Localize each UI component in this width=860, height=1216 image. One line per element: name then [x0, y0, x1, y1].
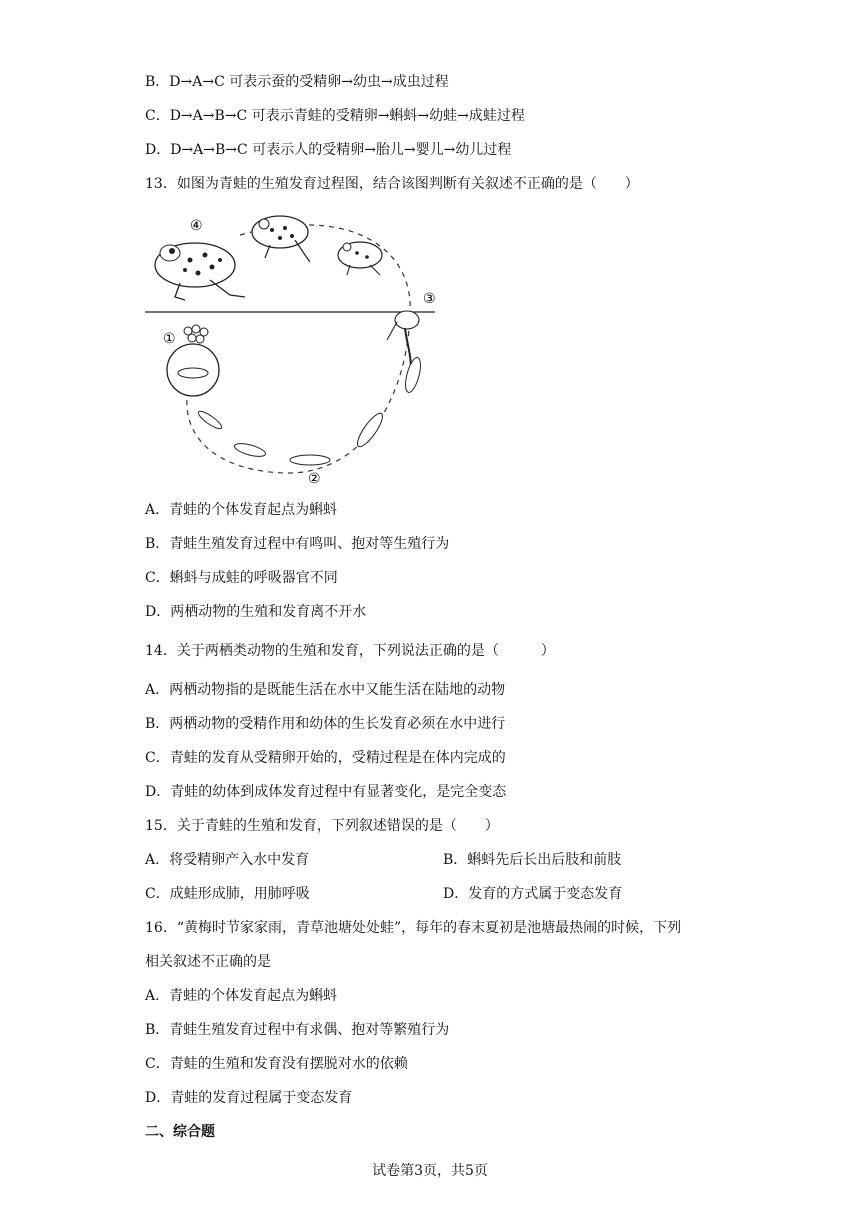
q13-option-c: C．蝌蚪与成蛙的呼吸器官不同 — [145, 570, 338, 586]
q14-option-d: D．青蛙的幼体到成体发育过程中有显著变化，是完全变态 — [145, 784, 507, 800]
q13-option-d: D．两栖动物的生殖和发育离不开水 — [145, 604, 367, 620]
adult-frog-large — [155, 243, 245, 300]
frog-lifecycle-figure — [145, 205, 445, 490]
q12-option-c: C．D→A→B→C 可表示青蛙的受精卵→蝌蚪→幼蛙→成蛙过程 — [145, 108, 525, 124]
q15-option-a: A．将受精卵产入水中发育 — [145, 852, 310, 868]
section-heading-comprehensive: 二、综合题 — [145, 1124, 215, 1140]
q14-option-a: A．两栖动物指的是既能生活在水中又能生活在陆地的动物 — [145, 682, 506, 698]
q15-stem: 15．关于青蛙的生殖和发育，下列叙述错误的是（ ） — [145, 818, 499, 834]
q14-option-b: B．两栖动物的受精作用和幼体的生长发育必须在水中进行 — [145, 716, 506, 732]
q15-option-c: C．成蛙形成肺，用肺呼吸 — [145, 886, 310, 902]
eggs-cluster — [184, 325, 208, 343]
tadpole-hatched — [233, 441, 266, 459]
q13-option-a: A．青蛙的个体发育起点为蝌蚪 — [145, 502, 338, 518]
stage-label-4: ④ — [190, 218, 203, 234]
q12-option-b: B．D→A→C 可表示蚕的受精卵→幼虫→成虫过程 — [145, 74, 449, 90]
q12-option-d: D．D→A→B→C 可表示人的受精卵→胎儿→婴儿→幼儿过程 — [145, 142, 512, 158]
young-frog — [338, 242, 382, 275]
embryo — [178, 368, 208, 378]
q16-option-d: D．青蛙的发育过程属于变态发育 — [145, 1090, 353, 1106]
q14-option-c: C．青蛙的发育从受精卵开始的，受精过程是在体内完成的 — [145, 750, 506, 766]
tadpole-stage-2 — [290, 455, 330, 465]
tadpole-early — [196, 409, 224, 432]
q13-stem: 13．如图为青蛙的生殖发育过程图，结合该图判断有关叙述不正确的是（ ） — [145, 176, 639, 192]
tadpole-gills — [354, 410, 387, 450]
q15-option-b: B．蝌蚪先后长出后肢和前肢 — [443, 852, 622, 868]
stage-label-2: ② — [308, 471, 321, 487]
q16-option-c: C．青蛙的生殖和发育没有摆脱对水的依赖 — [145, 1056, 408, 1072]
q14-stem: 14．关于两栖类动物的生殖和发育，下列说法正确的是（ ） — [145, 643, 555, 659]
stage-label-1: ① — [163, 331, 176, 347]
stage-label-3: ③ — [423, 291, 436, 307]
q16-stem: 16．“黄梅时节家家雨，青草池塘处处蛙”，每年的春末夏初是池塘最热闹的时候，下列 — [145, 920, 682, 936]
q16-option-b: B．青蛙生殖发育过程中有求偶、抱对等繁殖行为 — [145, 1022, 450, 1038]
q13-option-b: B．青蛙生殖发育过程中有鸣叫、抱对等生殖行为 — [145, 536, 450, 552]
page-footer: 试卷第3页，共5页 — [372, 1163, 488, 1179]
q16-option-a: A．青蛙的个体发育起点为蝌蚪 — [145, 988, 338, 1004]
q15-option-d: D．发育的方式属于变态发育 — [443, 886, 623, 902]
adult-frog-jumping — [252, 216, 310, 262]
q16-stem-continued: 相关叙述不正确的是 — [145, 954, 271, 970]
tadpole-hindlegs — [403, 356, 424, 394]
